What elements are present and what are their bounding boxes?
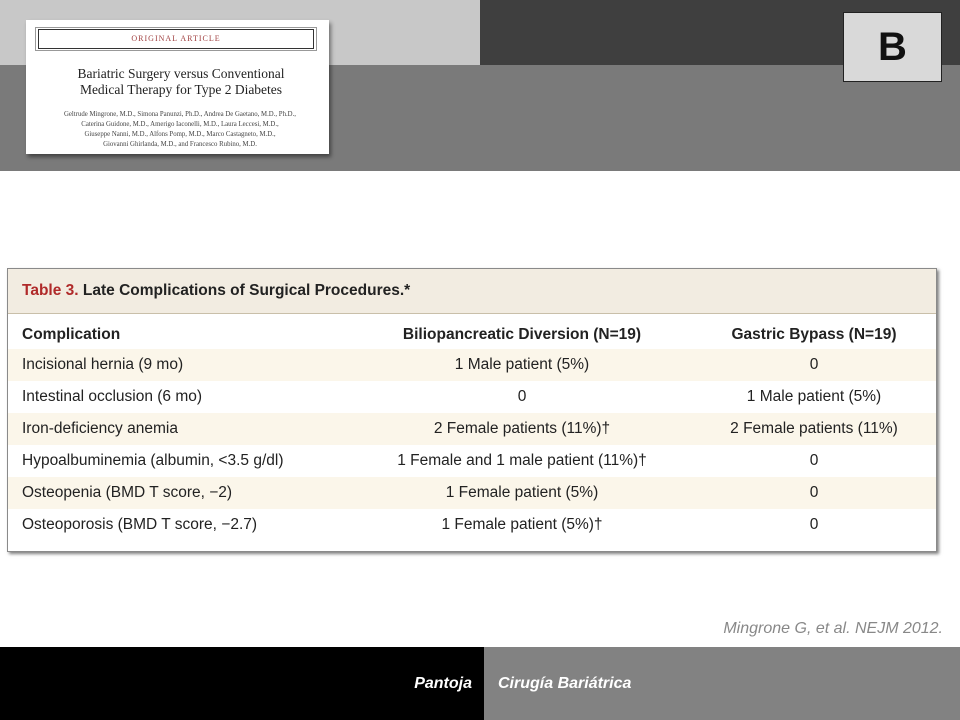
authors-line: Giovanni Ghirlanda, M.D., and Francesco Rubino, M.D.: [103, 141, 257, 148]
authors-line: Geltrude Mingrone, M.D., Simona Panunzi, Ph.D., Andrea De Gaetano, M.D., Ph.D.,: [63, 111, 296, 118]
article-title: [36, 66, 326, 98]
cell-gastric-bypass: 0: [809, 452, 819, 469]
cell-complication: Iron-deficiency anemia: [8, 413, 352, 445]
cell-biliopancreatic: 2 Female patients (11%)†: [352, 413, 692, 445]
cell-complication: Incisional hernia (9 mo): [8, 349, 352, 381]
table-header-row: [8, 321, 936, 349]
cell-complication: Intestinal occlusion (6 mo): [22, 388, 203, 405]
table-row: [8, 413, 936, 445]
cell-gastric-bypass: 2 Female patients (11%): [692, 413, 936, 445]
footer-left: [0, 647, 484, 720]
article-tag: ORIGINAL ARTICLE: [38, 29, 314, 49]
table-row: [8, 381, 936, 413]
cell-gastric-bypass: 0: [692, 349, 936, 381]
table-caption: [22, 282, 410, 300]
cell-gastric-bypass: 0: [692, 477, 936, 509]
table-title-bar: [8, 269, 936, 314]
authors-line: Caterina Guidone, M.D., Amerigo Iaconelli, M.D., Laura Leccesi, M.D.,: [81, 121, 279, 128]
header-complication: Complication: [22, 326, 121, 343]
header-gastric-bypass: Gastric Bypass (N=19): [731, 326, 897, 343]
cell-biliopancreatic: 0: [517, 388, 527, 405]
table-row: [8, 445, 936, 477]
footer-right: [484, 647, 960, 720]
citation: Mingrone G, et al. NEJM 2012.: [723, 620, 943, 637]
section-letter-box: B: [843, 12, 942, 82]
table-row: [8, 509, 936, 541]
table-row: [8, 477, 936, 509]
article-title-line: Bariatric Surgery versus Conventional: [77, 66, 285, 81]
cell-biliopancreatic: 1 Female and 1 male patient (11%)†: [397, 452, 647, 469]
article-thumbnail: [26, 20, 329, 154]
table-number: Table 3.: [22, 282, 79, 299]
cell-complication: Osteopenia (BMD T score, −2): [8, 477, 352, 509]
cell-complication: Osteoporosis (BMD T score, −2.7): [22, 516, 258, 533]
cell-biliopancreatic: 1 Female patient (5%)†: [441, 516, 603, 533]
footer-topic: Cirugía Bariátrica: [498, 675, 632, 692]
cell-biliopancreatic: 1 Female patient (5%): [352, 477, 692, 509]
cell-gastric-bypass: 0: [809, 516, 819, 533]
cell-biliopancreatic: 1 Male patient (5%): [352, 349, 692, 381]
table-row: [8, 349, 936, 381]
cell-gastric-bypass: 1 Male patient (5%): [746, 388, 882, 405]
complications-table: [8, 321, 936, 541]
article-title-line: Medical Therapy for Type 2 Diabetes: [79, 82, 283, 97]
cell-complication: Hypoalbuminemia (albumin, <3.5 g/dl): [22, 452, 284, 469]
header-biliopancreatic: Biliopancreatic Diversion (N=19): [402, 326, 642, 343]
authors-line: Giuseppe Nanni, M.D., Alfons Pomp, M.D., Marco Castagneto, M.D.,: [84, 131, 276, 138]
footer-author: Pantoja: [414, 675, 472, 692]
complications-table-figure: [7, 268, 937, 552]
table-title: Late Complications of Surgical Procedures.*: [82, 282, 411, 299]
article-authors: [34, 110, 326, 150]
